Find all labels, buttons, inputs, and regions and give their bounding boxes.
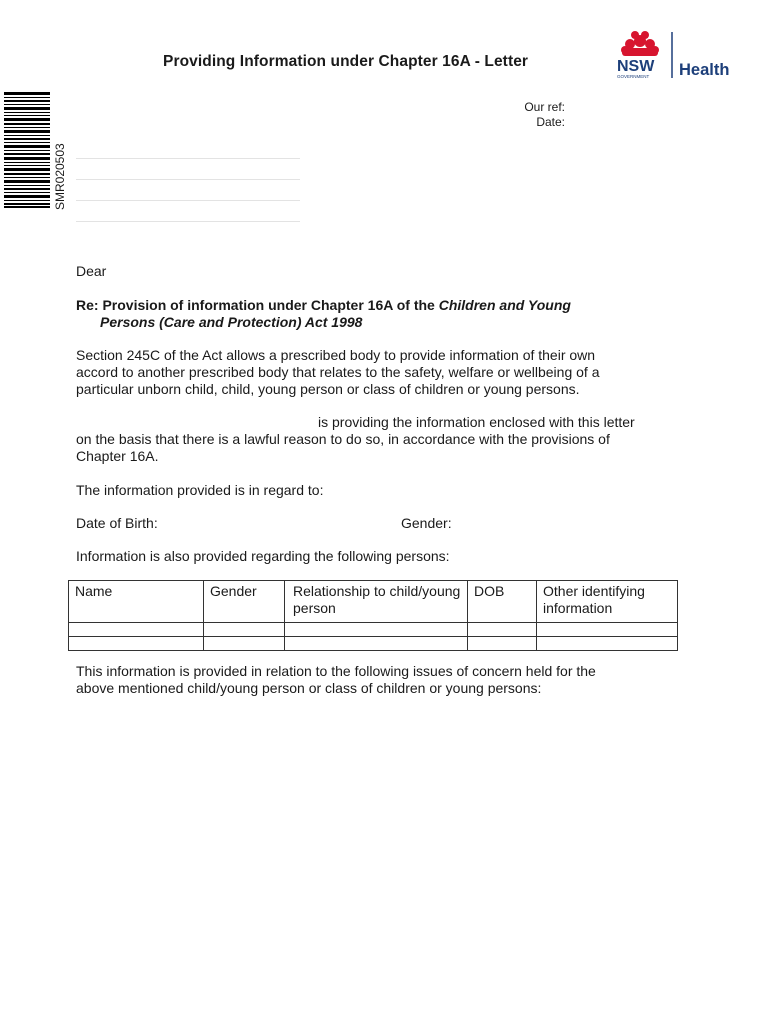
re-prefix: Re: Provision of information under Chapter 16A of the bbox=[76, 297, 439, 313]
salutation: Dear bbox=[76, 263, 107, 279]
para1-line: accord to another prescribed body that relates to the safety, welfare or wellbeing of a bbox=[76, 364, 600, 380]
table-cell[interactable] bbox=[69, 623, 204, 637]
table-row bbox=[69, 637, 678, 651]
issues-line: This information is provided in relation to the following issues of concern held for the bbox=[76, 663, 596, 679]
date-label: Date: bbox=[536, 115, 565, 129]
para1-line: Section 245C of the Act allows a prescribed body to provide information of their own bbox=[76, 347, 596, 363]
reference-block bbox=[524, 100, 565, 130]
para1-line: particular unborn child, child, young person or class of children or young persons. bbox=[76, 381, 580, 397]
table-cell[interactable] bbox=[285, 623, 468, 637]
header-relationship: Relationship to child/young person bbox=[285, 581, 468, 623]
issues-paragraph bbox=[76, 663, 596, 697]
table-cell[interactable] bbox=[537, 623, 678, 637]
persons-table bbox=[68, 580, 678, 651]
paragraph-providing bbox=[76, 414, 635, 465]
address-line bbox=[76, 221, 300, 222]
table-cell[interactable] bbox=[204, 623, 285, 637]
table-cell[interactable] bbox=[69, 637, 204, 651]
table-header-row bbox=[69, 581, 678, 623]
address-line bbox=[76, 200, 300, 201]
address-line bbox=[76, 158, 300, 159]
logo-government: GOVERNMENT bbox=[617, 74, 650, 79]
barcode-code: SMR020503 bbox=[53, 143, 67, 210]
table-cell[interactable] bbox=[468, 623, 537, 637]
para2-line: on the basis that there is a lawful reason to do so, in accordance with the provisions of bbox=[76, 431, 610, 447]
header-other-info: Other identifying information bbox=[537, 581, 678, 623]
issues-line: above mentioned child/young person or class of children or young persons: bbox=[76, 680, 542, 696]
table-cell[interactable] bbox=[285, 637, 468, 651]
logo-health-text: Health bbox=[679, 61, 730, 79]
gender-label: Gender: bbox=[401, 515, 452, 531]
table-cell[interactable] bbox=[204, 637, 285, 651]
header-gender: Gender bbox=[204, 581, 285, 623]
waratah-icon bbox=[621, 31, 659, 56]
table-cell[interactable] bbox=[537, 637, 678, 651]
document-title: Providing Information under Chapter 16A - Letter bbox=[163, 53, 529, 70]
our-ref-label: Our ref: bbox=[524, 100, 565, 114]
re-act-title-2: Persons (Care and Protection) Act 1998 bbox=[100, 314, 363, 330]
dob-label: Date of Birth: bbox=[76, 515, 158, 531]
para2-line: is providing the information enclosed with this letter bbox=[318, 414, 635, 430]
also-provided-label: Information is also provided regarding the following persons: bbox=[76, 548, 450, 564]
para2-line: Chapter 16A. bbox=[76, 448, 159, 464]
table-row bbox=[69, 623, 678, 637]
logo-wordmark: NSW bbox=[617, 58, 655, 75]
address-line bbox=[76, 179, 300, 180]
regard-label: The information provided is in regard to: bbox=[76, 482, 324, 498]
re-line bbox=[76, 297, 571, 331]
header-dob: DOB bbox=[468, 581, 537, 623]
table-cell[interactable] bbox=[468, 637, 537, 651]
paragraph-section-245c bbox=[76, 347, 599, 398]
re-act-title-1: Children and Young bbox=[438, 297, 571, 313]
barcode bbox=[4, 92, 50, 208]
header-name: Name bbox=[69, 581, 204, 623]
